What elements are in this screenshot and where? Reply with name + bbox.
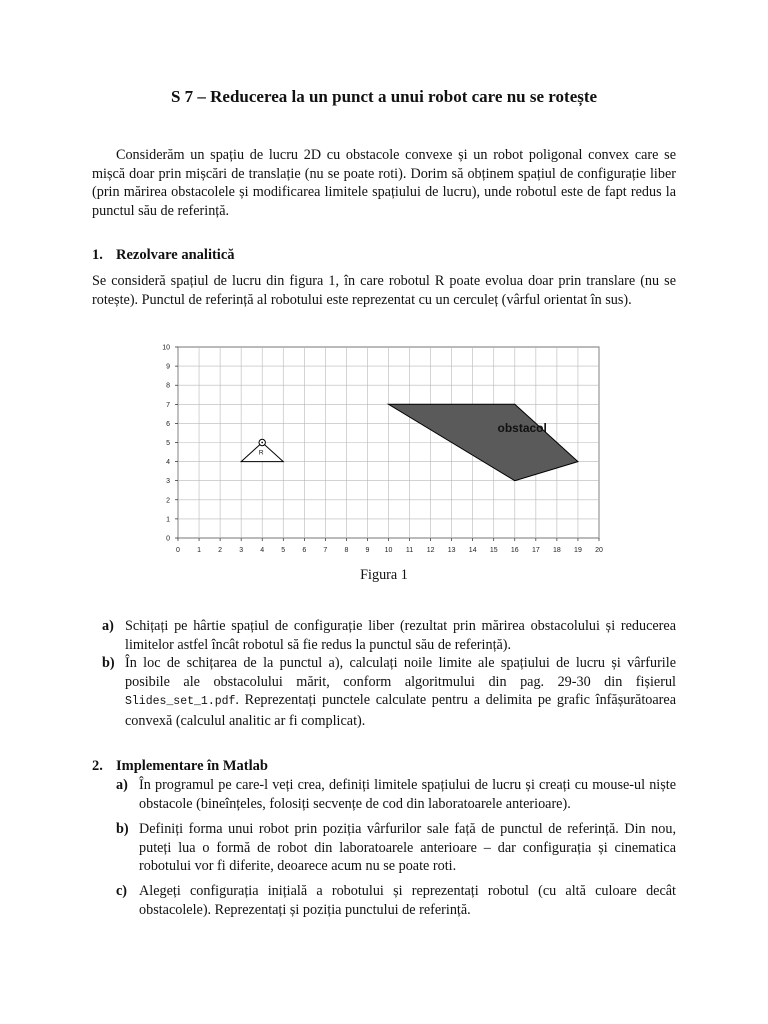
x-tick-label: 10 [384,547,393,554]
x-tick-label: 7 [323,547,328,554]
y-tick-label: 8 [166,382,170,390]
y-tick-label: 7 [166,401,170,409]
y-tick-label: 6 [166,420,170,428]
item-text-end: . Reprezentați punctele calculate pentru a delimita pe grafic înfășurătoarea convexă (calculul analitic ar fi complicat). [125,692,676,729]
robot-reference-dot [261,442,263,444]
section-1-paragraph: Se consideră spațiul de lucru din figura 1, în care robotul R poate evolua doar prin translare (nu se rotește). Punctul de referință al robotului este reprezentat cu un cerculeț (vârful orientat în sus). [92,273,676,308]
figure-caption: Figura 1 [360,567,408,583]
section-1-title: Rezolvare analitică [116,247,235,263]
item-label: b) [116,821,129,837]
x-tick-label: 17 [531,547,540,554]
section-2-item-a [116,776,676,813]
x-tick-label: 1 [197,547,202,554]
x-tick-label: 2 [218,547,223,554]
x-tick-label: 5 [281,547,286,554]
y-tick-label: 4 [166,459,170,467]
x-tick-label: 16 [510,547,519,554]
section-2-number: 2. [92,758,103,774]
y-tick-label: 0 [166,535,170,543]
section-1-item-a [102,617,676,654]
item-text: În programul pe care-l veți crea, definiți limitele spațiului de lucru și creați cu mouse-ul niște obstacole (bineînțeles, folosiți secvențe de cod din laboratoarele anterioare). [139,777,676,812]
x-tick-label: 18 [553,547,561,554]
y-tick-label: 3 [166,478,170,486]
item-label: c) [116,883,128,899]
y-tick-label: 10 [162,344,170,352]
x-tick-label: 15 [489,547,498,554]
x-tick-label: 11 [405,547,414,554]
section-1-item-b [102,654,676,730]
y-tick-label: 1 [166,516,170,524]
y-tick-label: 5 [166,440,170,447]
intro-paragraph: Considerăm un spațiu de lucru 2D cu obstacole convexe și un robot poligonal convex care se mișcă doar prin mișcări de translație (nu se poate roti). Dorim să obținem spațiul de configurație liber (prin mărirea obstacolele și modificarea limitele spațiului de lucru), unde robotul este de fapt redus la punctul său de referință. [92,147,676,219]
x-tick-label: 9 [365,547,370,554]
section-2-heading [92,758,268,775]
section-2-title: Implementare în Matlab [116,758,268,774]
x-tick-label: 4 [260,547,265,554]
x-tick-label: 3 [239,547,244,554]
section-1-heading [92,247,235,264]
figure-1-chart [150,330,620,560]
y-tick-label: 2 [166,497,170,505]
item-label: a) [102,618,114,634]
x-tick-label: 0 [176,547,180,554]
x-tick-label: 14 [468,547,477,554]
section-2-item-c [116,882,676,919]
item-label: b) [102,655,115,671]
item-text: Alegeți configurația inițială a robotului și reprezentați robotul (cu altă culoare decât obstacolele). Reprezentați și poziția punctului de referință. [139,883,676,918]
x-tick-label: 12 [426,547,435,554]
x-tick-label: 20 [595,547,603,554]
section-1-number: 1. [92,247,103,263]
robot-label: R [258,449,264,457]
item-text: Schițați pe hârtie spațiul de configurație liber (rezultat prin mărirea obstacolului și reducerea limitelor astfel încât robotul să fie redus la punctul său de referință). [125,618,676,653]
page-title: S 7 – Reducerea la un punct a unui robot care nu se rotește [170,87,598,106]
item-text: Definiți forma unui robot prin poziția vârfurilor sale față de punctul de referință. Din nou, puteți lua o formă de robot din laboratoarele anterioare – dar configurația și cinematica robotului vor fi diferite, deoarece acum nu se poate roti. [139,821,676,874]
x-tick-label: 19 [574,547,582,554]
section-2-item-b [116,820,676,876]
obstacle-label: obstacol [497,421,547,436]
slides-filename: Slides_set_1.pdf [125,695,236,708]
item-text-start: În loc de schițarea de la punctul a), calculați noile limite ale spațiului de lucru și vârfurile posibile ale obstacolului mărit, conform algoritmului din pag. 29-30 din fișierul [125,655,676,690]
x-tick-label: 8 [344,547,349,554]
y-tick-label: 9 [166,363,170,371]
item-label: a) [116,777,128,793]
x-tick-label: 6 [302,547,307,554]
x-tick-label: 13 [447,547,456,554]
